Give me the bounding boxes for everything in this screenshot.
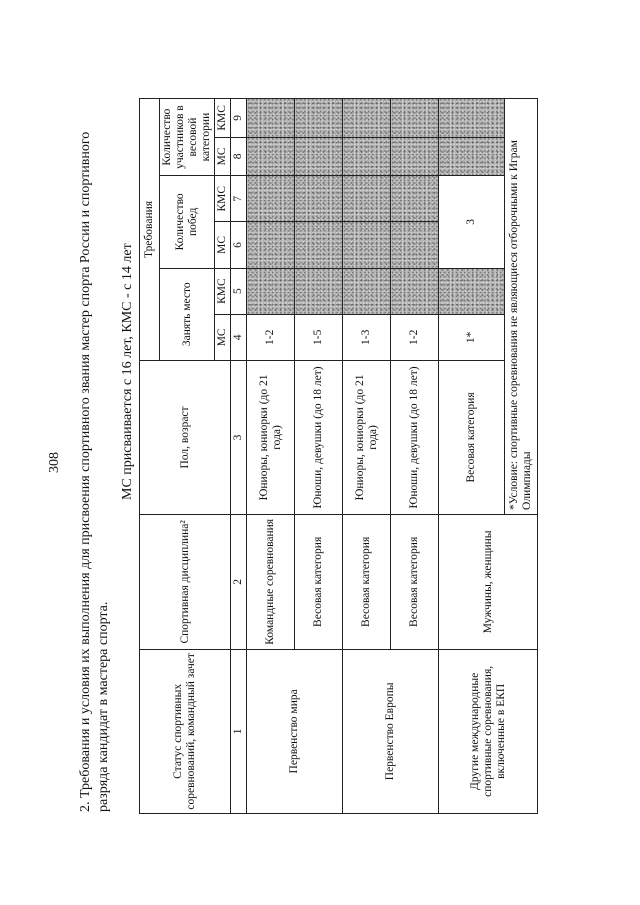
- ms-wins-cell: 3: [439, 176, 505, 268]
- table-row: [247, 99, 295, 814]
- header-place-ms: МС: [215, 314, 231, 360]
- col-num-1: 1: [231, 649, 247, 813]
- col-num-2: 2: [231, 514, 247, 649]
- shaded-cell: [295, 176, 343, 222]
- shaded-cell: [343, 268, 391, 314]
- shaded-cell: [247, 176, 295, 222]
- shaded-cell: [247, 137, 295, 176]
- col-num-6: 6: [231, 222, 247, 268]
- shaded-cell: [295, 222, 343, 268]
- sex-age-cell: Юноши, девушки (до 18 лет): [391, 360, 439, 514]
- shaded-cell: [343, 222, 391, 268]
- header-discipline: Спортивная дисциплина²: [140, 514, 231, 649]
- sex-age-cell: Юноши, девушки (до 18 лет): [295, 360, 343, 514]
- sex-age-cell: Юниоры, юниорки (до 21 года): [247, 360, 295, 514]
- shaded-cell: [391, 99, 439, 138]
- discipline-weight: Весовая категория: [343, 514, 391, 649]
- col-num-8: 8: [231, 137, 247, 176]
- ms-place-cell: 1-5: [295, 314, 343, 360]
- status-world: Первенство мира: [247, 649, 343, 813]
- discipline-weight: Весовая категория: [295, 514, 343, 649]
- page-number: 308: [47, 452, 62, 473]
- shaded-cell: [439, 137, 505, 176]
- discipline-weight: Весовая категория: [391, 514, 439, 649]
- header-participants-ms: МС: [215, 137, 231, 176]
- shaded-cell: [439, 99, 505, 138]
- header-sex-age: Пол, возраст: [140, 360, 231, 514]
- header-participants-kms: КМС: [215, 99, 231, 138]
- shaded-cell: [295, 137, 343, 176]
- header-status: Статус спортивных соревнований, командный зачет: [140, 649, 231, 813]
- col-num-4: 4: [231, 314, 247, 360]
- col-num-7: 7: [231, 176, 247, 222]
- shaded-cell: [391, 268, 439, 314]
- header-place: Занять место: [160, 268, 215, 360]
- shaded-cell: [343, 176, 391, 222]
- ms-place-cell: 1-2: [247, 314, 295, 360]
- sex-age-cell: Весовая категория: [439, 360, 505, 514]
- table-row: [343, 99, 391, 814]
- shaded-cell: [343, 99, 391, 138]
- age-requirement-note: МС присваивается с 16 лет, КМС - с 14 лет: [120, 243, 135, 500]
- header-wins: Количество побед: [160, 176, 215, 268]
- ms-place-cell: 1-3: [343, 314, 391, 360]
- shaded-cell: [391, 176, 439, 222]
- col-num-3: 3: [231, 360, 247, 514]
- status-europe: Первенство Европы: [343, 649, 439, 813]
- section-heading: 2. Требования и условия их выполнения для присвоения спортивного звания мастер спорта России и спортивного разряда кандидат в мастера спорта.: [78, 131, 111, 812]
- shaded-cell: [295, 99, 343, 138]
- table-row: [439, 99, 505, 814]
- header-participants: Количество участников в весовой категории: [160, 99, 215, 176]
- discipline-men-women: Мужчины, женщины: [439, 514, 538, 649]
- discipline-team: Командные соревнования: [247, 514, 295, 649]
- col-num-5: 5: [231, 268, 247, 314]
- condition-note: *Условие: спортивные соревнования не являющиеся отборочными к Играм Олимпиады: [505, 99, 538, 515]
- header-row-1: [140, 99, 160, 814]
- shaded-cell: [391, 137, 439, 176]
- requirements-table: [139, 98, 538, 814]
- shaded-cell: [391, 222, 439, 268]
- header-place-kms: КМС: [215, 268, 231, 314]
- shaded-cell: [247, 99, 295, 138]
- col-num-9: 9: [231, 99, 247, 138]
- ms-place-cell: 1-2: [391, 314, 439, 360]
- header-requirements: Требования: [140, 99, 160, 361]
- header-wins-ms: МС: [215, 222, 231, 268]
- shaded-cell: [295, 268, 343, 314]
- header-wins-kms: КМС: [215, 176, 231, 222]
- shaded-cell: [439, 268, 505, 314]
- status-other: Другие международные спортивные соревнования, включенные в ЕКП: [439, 649, 538, 813]
- sex-age-cell: Юниоры, юниорки (до 21 года): [343, 360, 391, 514]
- ms-place-cell: 1*: [439, 314, 505, 360]
- shaded-cell: [247, 222, 295, 268]
- column-number-row: [231, 99, 247, 814]
- shaded-cell: [343, 137, 391, 176]
- shaded-cell: [247, 268, 295, 314]
